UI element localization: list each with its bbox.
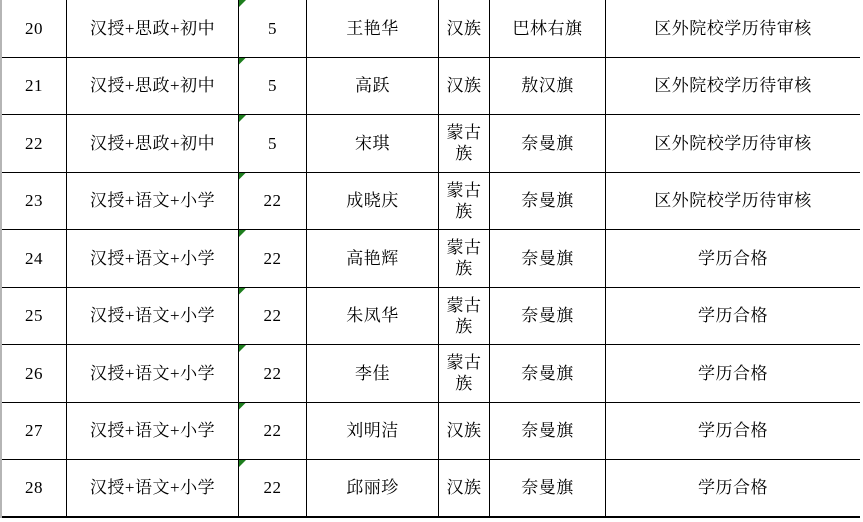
cell-count-value: 5	[268, 18, 277, 38]
excel-error-triangle-icon	[239, 0, 246, 7]
cell-banner-place[interactable]: 奈曼旗	[490, 460, 606, 518]
cell-row-number[interactable]: 28	[2, 460, 67, 518]
cell-banner-place[interactable]: 奈曼旗	[490, 288, 606, 346]
cell-position[interactable]: 汉授+语文+小学	[67, 288, 239, 346]
cell-banner-place[interactable]: 巴林右旗	[490, 0, 606, 58]
cell-row-number[interactable]: 22	[2, 115, 67, 173]
cell-name[interactable]: 宋琪	[307, 115, 439, 173]
cell-qualification-status[interactable]: 学历合格	[606, 230, 860, 288]
excel-error-triangle-icon	[239, 173, 246, 180]
cell-ethnicity[interactable]: 蒙古族	[439, 288, 490, 346]
cell-qualification-status[interactable]: 区外院校学历待审核	[606, 115, 860, 173]
cell-count-value: 22	[263, 248, 282, 268]
cell-banner-place[interactable]: 奈曼旗	[490, 115, 606, 173]
cell-count[interactable]	[239, 403, 307, 461]
cell-row-number[interactable]: 26	[2, 345, 67, 403]
cell-name[interactable]: 李佳	[307, 345, 439, 403]
cell-ethnicity[interactable]: 汉族	[439, 460, 490, 518]
cell-ethnicity[interactable]: 蒙古族	[439, 345, 490, 403]
excel-error-triangle-icon	[239, 230, 246, 237]
cell-count[interactable]	[239, 115, 307, 173]
cell-ethnicity[interactable]: 蒙古族	[439, 230, 490, 288]
excel-error-triangle-icon	[239, 58, 246, 65]
cell-position[interactable]: 汉授+语文+小学	[67, 460, 239, 518]
cell-count-value: 22	[263, 191, 282, 211]
cell-name[interactable]: 邱丽珍	[307, 460, 439, 518]
cell-position[interactable]: 汉授+思政+初中	[67, 58, 239, 116]
cell-name[interactable]: 成晓庆	[307, 173, 439, 231]
cell-name[interactable]: 高跃	[307, 58, 439, 116]
cell-count[interactable]	[239, 460, 307, 518]
cell-banner-place[interactable]: 奈曼旗	[490, 173, 606, 231]
cell-ethnicity[interactable]: 汉族	[439, 403, 490, 461]
cell-count-value: 22	[263, 478, 282, 498]
cell-banner-place[interactable]: 奈曼旗	[490, 345, 606, 403]
cell-count[interactable]	[239, 0, 307, 58]
cell-row-number[interactable]: 23	[2, 173, 67, 231]
cell-count-value: 5	[268, 133, 277, 153]
cell-count[interactable]	[239, 58, 307, 116]
cell-ethnicity[interactable]: 蒙古族	[439, 173, 490, 231]
cell-name[interactable]: 高艳辉	[307, 230, 439, 288]
cell-name[interactable]: 朱凤华	[307, 288, 439, 346]
cell-row-number[interactable]: 20	[2, 0, 67, 58]
cell-name[interactable]: 刘明洁	[307, 403, 439, 461]
excel-error-triangle-icon	[239, 460, 246, 467]
cell-ethnicity[interactable]: 汉族	[439, 58, 490, 116]
cell-count-value: 22	[263, 306, 282, 326]
cell-count[interactable]	[239, 345, 307, 403]
cell-position[interactable]: 汉授+语文+小学	[67, 403, 239, 461]
cell-qualification-status[interactable]: 学历合格	[606, 288, 860, 346]
cell-banner-place[interactable]: 奈曼旗	[490, 230, 606, 288]
cell-qualification-status[interactable]: 区外院校学历待审核	[606, 173, 860, 231]
cell-position[interactable]: 汉授+语文+小学	[67, 173, 239, 231]
cell-position[interactable]: 汉授+思政+初中	[67, 0, 239, 58]
cell-row-number[interactable]: 24	[2, 230, 67, 288]
cell-position[interactable]: 汉授+语文+小学	[67, 230, 239, 288]
excel-error-triangle-icon	[239, 288, 246, 295]
cell-banner-place[interactable]: 敖汉旗	[490, 58, 606, 116]
cell-ethnicity[interactable]: 蒙古族	[439, 115, 490, 173]
cell-qualification-status[interactable]: 区外院校学历待审核	[606, 58, 860, 116]
cell-ethnicity[interactable]: 汉族	[439, 0, 490, 58]
cell-name[interactable]: 王艳华	[307, 0, 439, 58]
cell-count[interactable]	[239, 173, 307, 231]
cell-row-number[interactable]: 25	[2, 288, 67, 346]
cell-count-value: 22	[263, 421, 282, 441]
excel-error-triangle-icon	[239, 345, 246, 352]
cell-banner-place[interactable]: 奈曼旗	[490, 403, 606, 461]
cell-row-number[interactable]: 21	[2, 58, 67, 116]
cell-qualification-status[interactable]: 学历合格	[606, 460, 860, 518]
excel-error-triangle-icon	[239, 115, 246, 122]
excel-error-triangle-icon	[239, 403, 246, 410]
cell-row-number[interactable]: 27	[2, 403, 67, 461]
cell-qualification-status[interactable]: 学历合格	[606, 345, 860, 403]
cell-count[interactable]	[239, 288, 307, 346]
cell-count-value: 22	[263, 363, 282, 383]
cell-qualification-status[interactable]: 区外院校学历待审核	[606, 0, 860, 58]
cell-qualification-status[interactable]: 学历合格	[606, 403, 860, 461]
cell-count[interactable]	[239, 230, 307, 288]
cell-position[interactable]: 汉授+语文+小学	[67, 345, 239, 403]
cell-position[interactable]: 汉授+思政+初中	[67, 115, 239, 173]
cell-count-value: 5	[268, 76, 277, 96]
